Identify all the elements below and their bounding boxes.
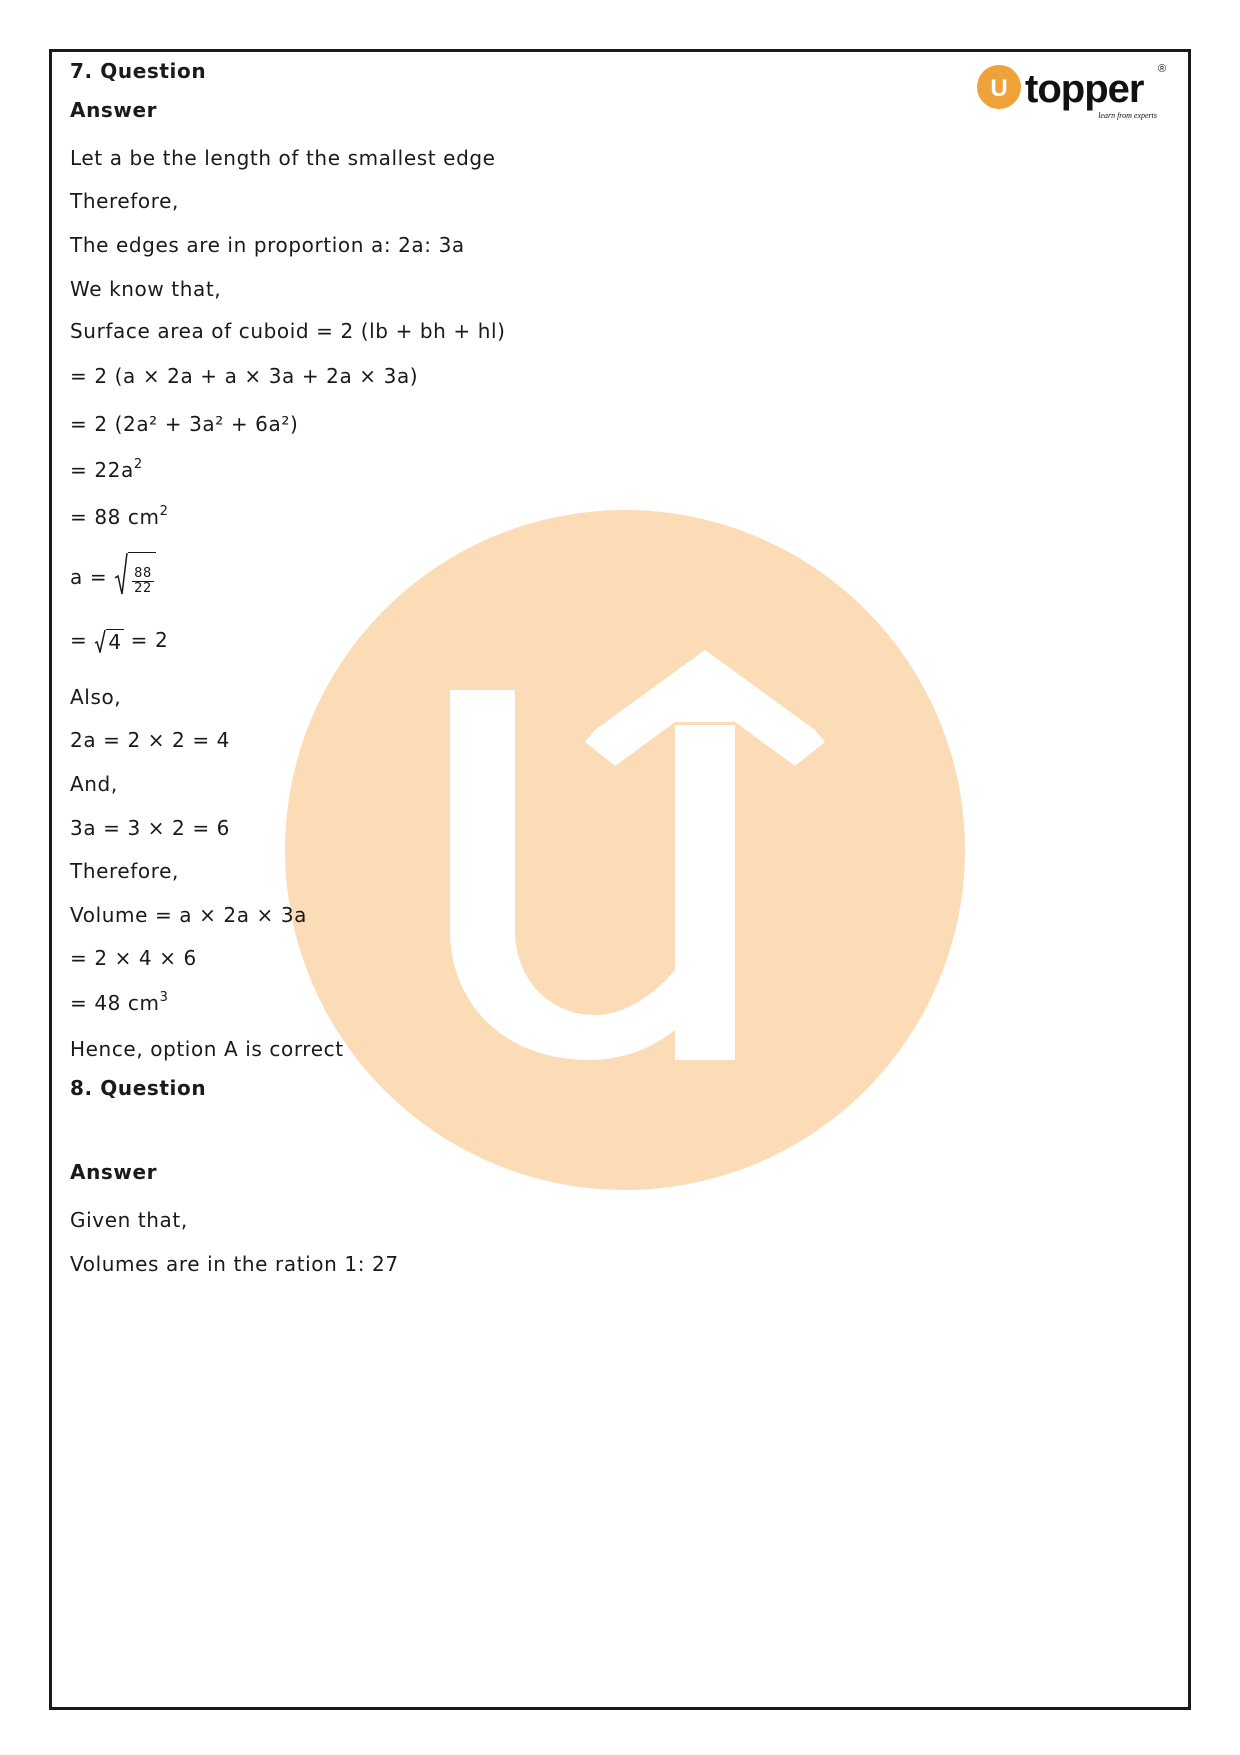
solution-line: The edges are in proportion a: 2a: 3a [70,233,465,257]
answer-7-label: Answer [70,98,158,122]
radical-icon [94,629,106,653]
solution-line: = 2 (a × 2a + a × 3a + 2a × 3a) [70,364,419,388]
radical-icon [114,552,128,596]
svg-text:®: ® [1158,63,1167,75]
svg-text:learn from experts: learn from experts [1098,111,1157,120]
question-8-heading: 8. Question [70,1076,207,1100]
equation-88cm2: = 88 $cm^2$ [70,504,169,529]
solution-line: Also, [70,685,122,709]
equation-22a2: = $22a^2$ [70,457,143,482]
svg-text:topper: topper [1025,67,1144,111]
solution-line: = 2 × 4 × 6 [70,946,197,970]
solution-line: = 2 (2a² + 3a² + 6a²) [70,412,299,436]
equation-a-sqrt: a = $\frac{88}{22}$ [70,552,156,605]
conclusion-line: Hence, option A is correct [70,1037,344,1061]
watermark-logo-icon [285,510,965,1190]
solution-line: Surface area of cuboid = 2 (lb + bh + hl) [70,319,506,343]
solution-line: Let a be the length of the smallest edge [70,146,496,170]
svg-text:U: U [990,75,1008,102]
solution-line: And, [70,772,118,796]
equation-sqrt4: = 4 = 2 [70,628,169,654]
solution-line: We know that, [70,277,222,301]
answer-8-label: Answer [70,1160,158,1184]
equation-48cm3: = 48 $cm^3$ [70,990,169,1015]
fraction: $\frac{88}{22}$ [134,566,152,596]
brand-logo [975,60,1170,126]
solution-line: Therefore, [70,189,180,213]
solution-line: Volume = a × 2a × 3a [70,903,308,927]
solution-line: 2a = 2 × 2 = 4 [70,728,230,752]
solution-line: Therefore, [70,859,180,883]
solution-line: 3a = 3 × 2 = 6 [70,816,230,840]
solution-line: Volumes are in the ration 1: 27 [70,1252,399,1276]
solution-line: Given that, [70,1208,188,1232]
question-7-heading: 7. Question [70,59,207,83]
